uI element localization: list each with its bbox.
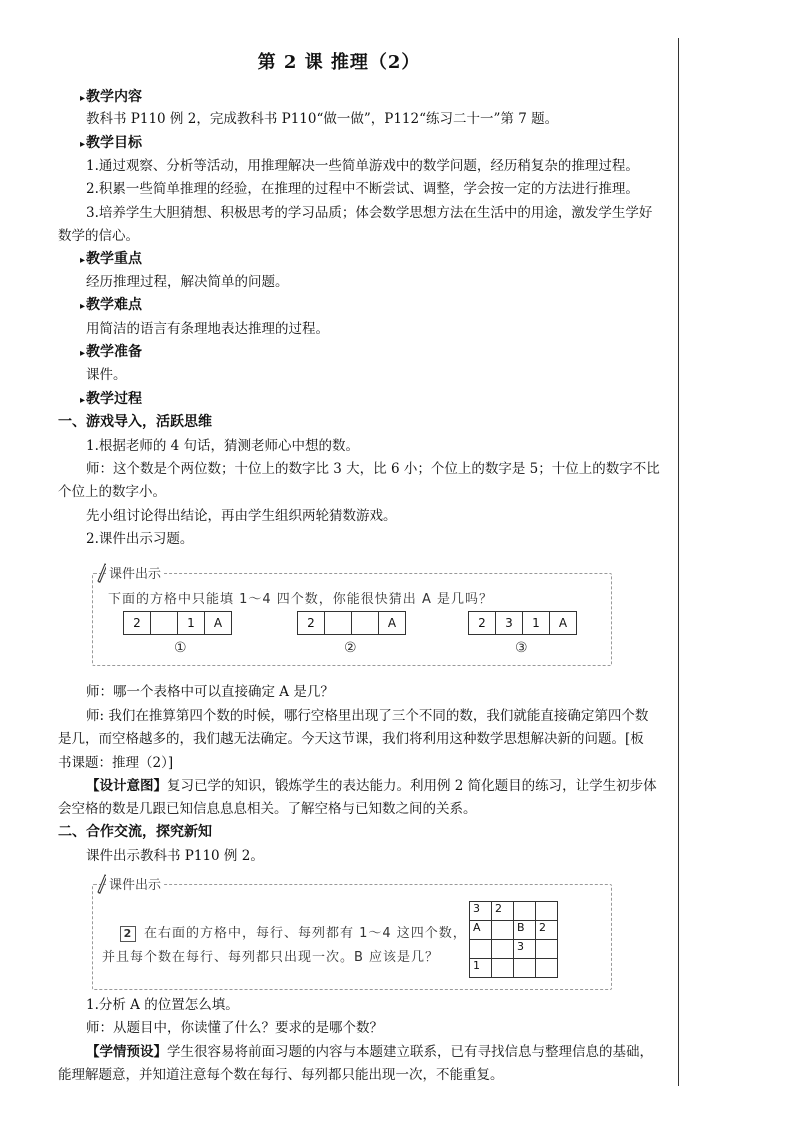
preset-a [86,1043,653,1061]
goal-3b: 数学的信心。 [58,228,139,244]
page-title: 第 2 课 推理（2） [257,52,421,73]
example-grid-cell [470,940,492,959]
part1-p3: 先小组讨论得出结论，再由学生组织两轮猜数游戏。 [86,508,397,524]
margin-rule [678,38,679,1086]
part1-heading: 一、游戏导入，活跃思维 [58,414,212,430]
heading-prep-label: 教学准备 [86,344,143,360]
example-number-badge: 2 [120,926,136,942]
part1-p5: 师：哪一个表格中可以直接确定 A 是几？ [86,684,334,700]
grid-3-cell: 1 [523,612,550,635]
courseware-label-1: 课件出示 [106,563,164,582]
heading-content [80,88,142,108]
key-text: 经历推理过程，解决简单的问题。 [86,274,289,290]
prep-text: 课件。 [86,367,127,383]
grid-2-cell: 2 [298,612,325,635]
heading-process-label: 教学过程 [86,391,143,407]
grid-2-cell: A [379,612,406,635]
example-grid-cell [492,959,514,978]
heading-content-label: 教学内容 [86,89,143,105]
grid-1-cell: A [205,612,232,635]
example-grid-cell: 2 [536,921,558,940]
part1-p1: 1.根据老师的 4 句话，猜测老师心中想的数。 [86,438,360,454]
preset-text: 学生很容易将前面习题的内容与本题建立联系，已有寻找信息与整理信息的基础， [167,1044,653,1060]
arrow-icon: ▸ [80,93,86,104]
heading-key-label: 教学重点 [86,251,143,267]
example-grid-cell: 2 [492,902,514,921]
example-grid-cell: 3 [514,940,536,959]
grid-1-cell: 2 [124,612,151,635]
design-intent-tag: 【设计意图】 [86,778,167,794]
content-text: 教科书 P110 例 2，完成教科书 P110“做一做”，P112“练习二十一”第 7 题。 [86,111,559,127]
grid-2-cell [352,612,379,635]
example-grid-cell: 1 [470,959,492,978]
courseware-label-2: 课件出示 [106,874,164,893]
part1-p4: 2.课件出示习题。 [86,531,194,547]
arrow-icon: ▸ [80,301,86,312]
part1-p2b: 个位上的数字小。 [58,484,166,500]
part2-p1: 课件出示教科书 P110 例 2。 [86,848,264,864]
grid-1-cell [151,612,178,635]
design-intent-b: 会空格的数是几跟已知信息息息相关。了解空格与已知数之间的关系。 [58,801,477,817]
grid-2-label: ② [344,640,357,656]
grid-3-cell: A [550,612,577,635]
goal-2: 2.积累一些简单推理的经验，在推理的过程中不断尝试、调整，学会按一定的方法进行推理。 [86,181,639,197]
heading-difficulty-label: 教学难点 [86,297,143,313]
grid-2-cell [325,612,352,635]
part1-p6c: 书课题：推理（2）] [58,755,174,771]
arrow-icon: ▸ [80,395,86,406]
example-grid-cell [514,959,536,978]
heading-process [80,390,142,410]
arrow-icon: ▸ [80,255,86,266]
part2-p3: 师：从题目中，你读懂了什么？要求的是哪个数？ [86,1020,383,1036]
heading-goals-label: 教学目标 [86,135,143,151]
example-grid-cell: A [470,921,492,940]
preset-b: 能理解题意，并知道注意每个数在每行、每列都只能出现一次，不能重复。 [58,1067,504,1083]
part1-p6b: 是几，而空格越多的，我们越无法确定。今天这节课，我们将利用这种数学思想解决新的问题。[板 [58,731,644,747]
part1-p6a: 师: 我们在推算第四个数的时候，哪行空格里出现了三个不同的数，我们就能直接确定第四个数 [86,708,649,724]
part2-p2: 1.分析 A 的位置怎么填。 [86,997,239,1013]
grid-1-label: ① [174,640,187,656]
example-grid-cell [492,921,514,940]
heading-difficulty [80,296,142,316]
arrow-icon: ▸ [80,348,86,359]
goal-3a: 3.培养学生大胆猜想、积极思考的学习品质；体会数学思想方法在生活中的用途，激发学生学好 [86,205,653,221]
grid-1 [123,611,232,635]
heading-goals [80,134,142,154]
example-line-1 [120,922,467,942]
design-intent-text: 复习已学的知识，锻炼学生的表达能力。利用例 2 简化题目的练习，让学生初步体 [167,778,657,794]
example-text-1: 在右面的方格中，每行、每列都有 1～4 这四个数， [144,926,467,941]
grid-3-cell: 2 [469,612,496,635]
part1-p2a: 师：这个数是个两位数；十位上的数字比 3 大，比 6 小；个位上的数字是 5；十位上的数字不比 [86,461,660,477]
example-line-2: 并且每个数在每行、每列都只出现一次。B 应该是几？ [102,950,440,965]
heading-prep [80,343,142,363]
example-grid-cell [536,902,558,921]
grid-1-cell: 1 [178,612,205,635]
example-grid-cell [514,902,536,921]
part2-heading: 二、合作交流，探究新知 [58,824,212,840]
box1-question: 下面的方格中只能填 1～4 四个数，你能很快猜出 A 是几吗？ [108,592,493,607]
example-grid-cell [536,940,558,959]
example-grid-cell [536,959,558,978]
preset-tag: 【学情预设】 [86,1044,167,1060]
grid-3-cell: 3 [496,612,523,635]
heading-key [80,250,142,270]
grid-2 [297,611,406,635]
example-grid [469,901,558,978]
example-grid-cell: B [514,921,536,940]
difficulty-text: 用简洁的语言有条理地表达推理的过程。 [86,321,329,337]
example-grid-cell: 3 [470,902,492,921]
design-intent-a [86,777,657,795]
grid-3-label: ③ [515,640,528,656]
goal-1: 1.通过观察、分析等活动，用推理解决一些简单游戏中的数学问题，经历稍复杂的推理过程。 [86,158,639,174]
arrow-icon: ▸ [80,139,86,150]
example-grid-cell [492,940,514,959]
grid-3 [468,611,577,635]
